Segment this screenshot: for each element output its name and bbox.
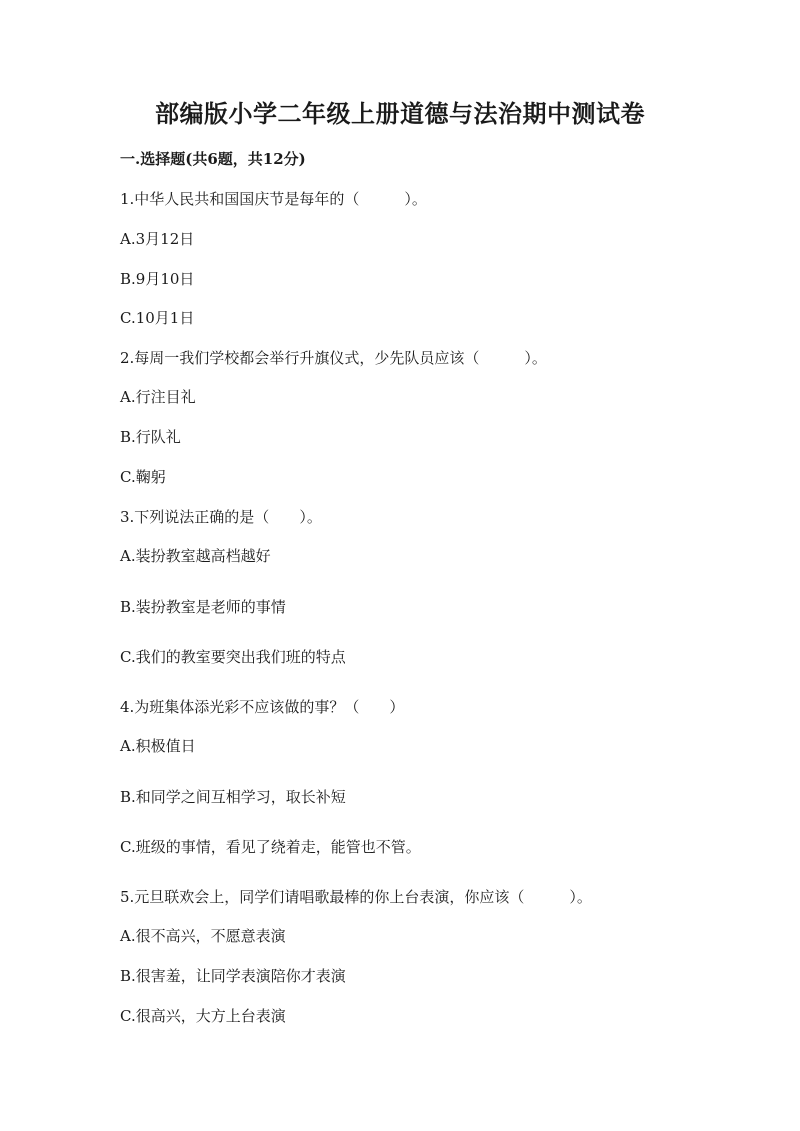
question-4-option-c: C.班级的事情，看见了绕着走，能管也不管。 [120,838,421,856]
question-5-option-b: B.很害羞，让同学表演陪你才表演 [120,967,346,985]
question-3-option-b: B.装扮教室是老师的事情 [120,598,286,616]
question-3-option-c: C.我们的教室要突出我们班的特点 [120,648,346,666]
question-2-option-b: B.行队礼 [120,428,181,446]
question-4-stem: 4.为班集体添光彩不应该做的事？（ ） [120,698,405,716]
question-1-option-b: B.9月10日 [120,270,195,288]
question-5-option-c: C.很高兴，大方上台表演 [120,1007,286,1025]
question-2-stem: 2.每周一我们学校都会举行升旗仪式，少先队员应该（ ）。 [120,349,547,367]
question-5-option-a: A.很不高兴，不愿意表演 [120,927,286,945]
question-4-option-a: A.积极值日 [120,737,196,755]
question-4-option-b: B.和同学之间互相学习，取长补短 [120,788,346,806]
question-5-stem: 5.元旦联欢会上，同学们请唱歌最棒的你上台表演，你应该（ ）。 [120,888,592,906]
question-3-option-a: A.装扮教室越高档越好 [120,547,271,565]
section-heading: 一.选择题(共6题，共12分) [120,150,306,168]
question-1-option-c: C.10月1日 [120,309,195,327]
page-title: 部编版小学二年级上册道德与法治期中测试卷 [155,99,645,128]
question-2-option-a: A.行注目礼 [120,388,196,406]
question-1-option-a: A.3月12日 [120,230,195,248]
question-1-stem: 1.中华人民共和国国庆节是每年的（ ）。 [120,190,427,208]
question-2-option-c: C.鞠躬 [120,468,166,486]
question-3-stem: 3.下列说法正确的是（ ）。 [120,508,322,526]
